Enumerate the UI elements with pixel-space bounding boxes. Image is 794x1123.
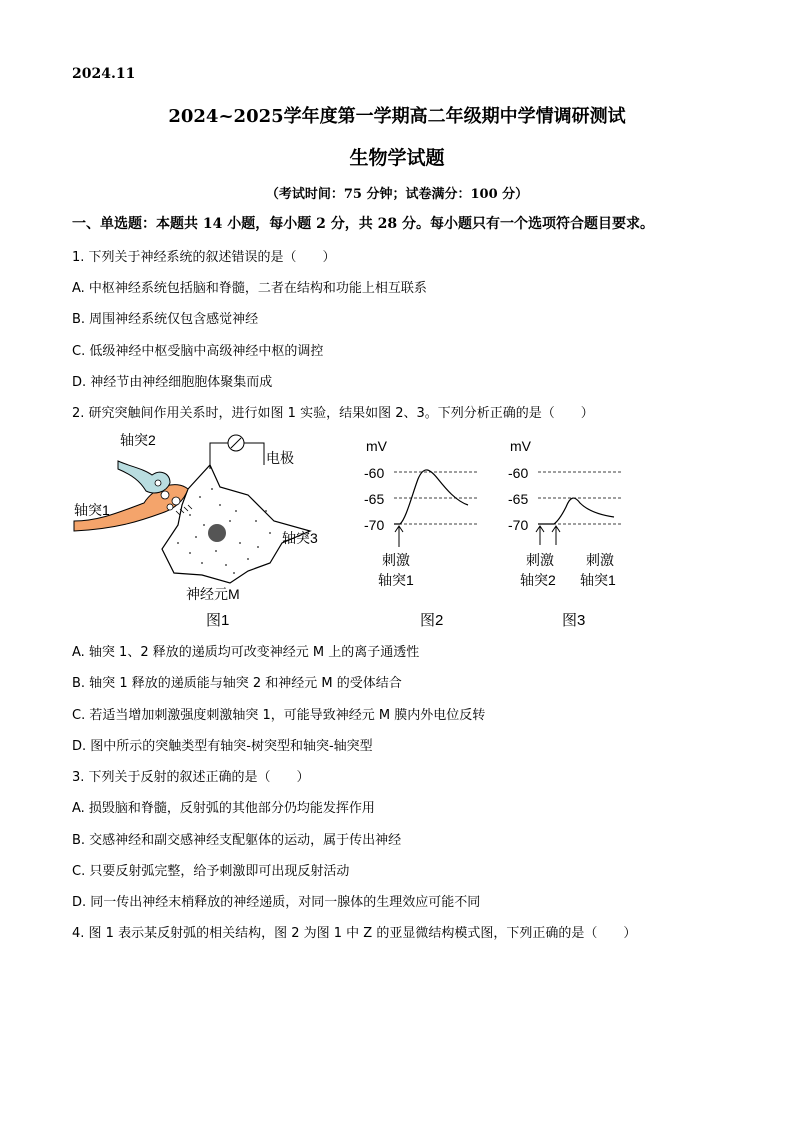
fig3-stimulus-a-label-1: 刺激 (526, 552, 554, 568)
fig3-stimulus-a-label-2: 轴突2 (520, 572, 556, 588)
fig3-tick-70: -70 (508, 517, 529, 533)
figure-1-caption: 图1 (206, 612, 230, 629)
fig3-potential-curve (538, 498, 614, 524)
question-2-option-d: D. 图中所示的突触类型有轴突-树突型和轴突-轴突型 (72, 739, 373, 754)
exam-info: （考试时间：75 分钟；试卷满分：100 分） (265, 187, 529, 202)
fig3-stimulus-arrow-axon1 (552, 526, 560, 545)
fig2-potential-curve (394, 470, 468, 524)
question-3-option-c: C. 只要反射弧完整，给予刺激即可出现反射活动 (72, 864, 350, 879)
exam-title: 2024~2025学年度第一学期高二年级期中学情调研测试 (168, 106, 626, 127)
question-2-option-c: C. 若适当增加刺激强度刺激轴突 1，可能导致神经元 M 膜内外电位反转 (72, 708, 486, 723)
fig3-unit: mV (510, 438, 531, 454)
question-2-option-a: A. 轴突 1、2 释放的递质均可改变神经元 M 上的离子通透性 (72, 645, 420, 660)
fig3-stimulus-b-label-2: 轴突1 (580, 572, 616, 588)
fig3-tick-65: -65 (508, 491, 529, 507)
question-2-option-b: B. 轴突 1 释放的递质能与轴突 2 和神经元 M 的受体结合 (72, 676, 402, 691)
question-3-stem: 3. 下列关于反射的叙述正确的是（ ） (72, 770, 310, 785)
question-1-option-a: A. 中枢神经系统包括脑和脊髓，二者在结构和功能上相互联系 (72, 281, 427, 296)
fig2-unit: mV (366, 438, 387, 454)
figure-2-potential-chart (360, 435, 492, 633)
question-1-option-b: B. 周围神经系统仅包含感觉神经 (72, 312, 259, 327)
question-4-stem: 4. 图 1 表示某反射弧的相关结构，图 2 为图 1 中 Z 的亚显微结构模式图，下列正确的是（ ） (72, 926, 637, 941)
fig2-stimulus-arrow (395, 526, 403, 547)
figure-3-caption: 图3 (562, 612, 586, 629)
axon-2-label: 轴突2 (120, 432, 156, 448)
exam-subtitle: 生物学试题 (349, 147, 445, 169)
figure-1-neuron-diagram (70, 425, 332, 633)
fig3-stimulus-arrow-axon2 (536, 526, 544, 545)
fig2-stimulus-label-1: 刺激 (382, 552, 410, 568)
fig2-tick-60: -60 (364, 465, 385, 481)
axon-1-label: 轴突1 (74, 502, 110, 518)
fig3-stimulus-b-label-1: 刺激 (586, 552, 614, 568)
fig2-tick-70: -70 (364, 517, 385, 533)
question-3-option-d: D. 同一传出神经末梢释放的神经递质，对同一腺体的生理效应可能不同 (72, 895, 481, 910)
question-1-stem: 1. 下列关于神经系统的叙述错误的是（ ） (72, 250, 336, 265)
neuron-m-label: 神经元M (186, 586, 240, 602)
exam-date: 2024.11 (72, 66, 136, 82)
question-1-option-c: C. 低级神经中枢受脑中高级神经中枢的调控 (72, 344, 324, 359)
fig3-tick-60: -60 (508, 465, 529, 481)
section-heading: 一、单选题：本题共 14 小题，每小题 2 分，共 28 分。每小题只有一个选项符合题目要求。 (72, 216, 654, 232)
question-3-option-a: A. 损毁脑和脊髓，反射弧的其他部分仍均能发挥作用 (72, 801, 375, 816)
question-1-option-d: D. 神经节由神经细胞胞体聚集而成 (72, 375, 273, 390)
fig2-stimulus-label-2: 轴突1 (378, 572, 414, 588)
fig2-tick-65: -65 (364, 491, 385, 507)
figure-2-caption: 图2 (420, 612, 444, 629)
question-3-option-b: B. 交感神经和副交感神经支配躯体的运动，属于传出神经 (72, 833, 402, 848)
nucleus (208, 524, 226, 542)
electrode-label: 电极 (266, 450, 294, 466)
figure-3-potential-chart (506, 435, 640, 633)
question-2-stem: 2. 研究突触间作用关系时，进行如图 1 实验，结果如图 2、3。下列分析正确的是（ ） (72, 406, 594, 421)
axon-3-label: 轴突3 (282, 530, 318, 546)
